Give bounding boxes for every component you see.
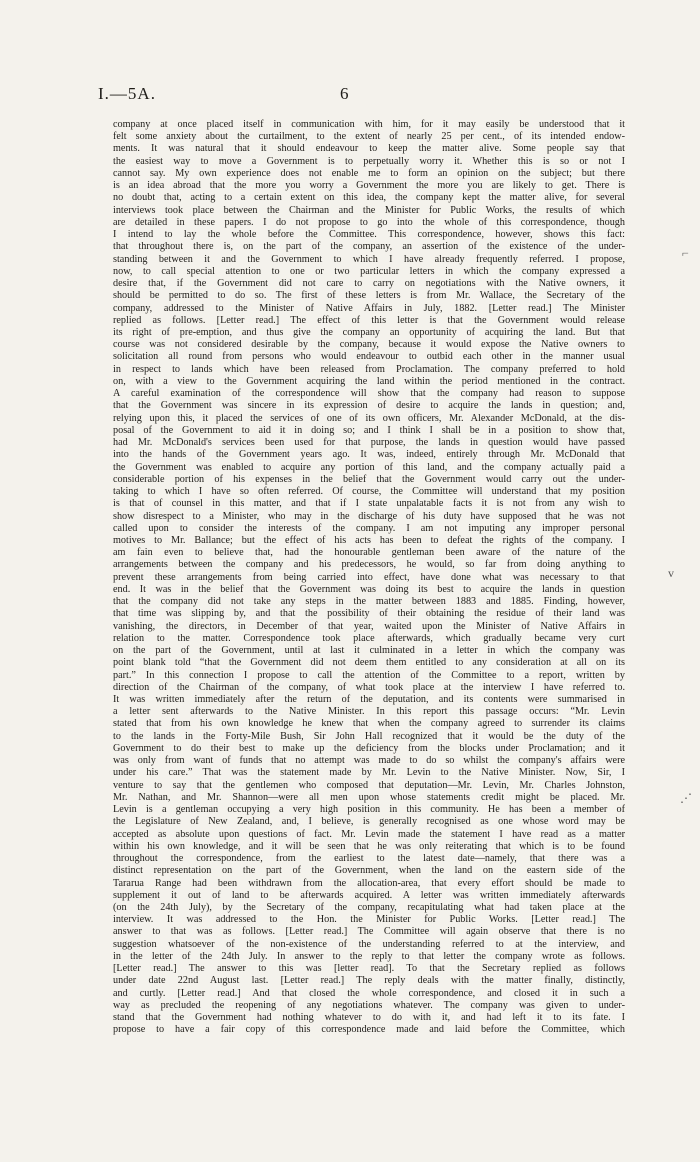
- text-line: course was not considered desirable by the company, because it would expose the Native owners to: [113, 339, 625, 351]
- text-line: throughout the correspondence, from the earliest to the latest date—namely, that there was a: [113, 853, 625, 865]
- paper-reference: I.—5A.: [98, 84, 156, 103]
- text-line: arrangements between the company and his predecessors, he would, so far from doing anything to: [113, 559, 625, 571]
- text-line: am fain even to believe that, had the honourable gentleman been aware of the nature of the: [113, 547, 625, 559]
- text-line: is that of counsel in this matter, and that if I state unpalatable facts it is not from any wish to: [113, 498, 625, 510]
- text-line: desire that, if the Government did not care to carry on negotiations with the Native owners, it: [113, 278, 625, 290]
- text-line: company, addressed to the Minister of Native Affairs in July, 1882. [Letter read.] The Minister: [113, 302, 625, 314]
- text-line: supplement it out of land to be afterwards acquired. A letter was written immediately afterwards: [113, 889, 625, 901]
- text-line: direction of the Chairman of the company, of what took place at the interview I have referred to.: [113, 681, 625, 693]
- text-line: a letter sent afterwards to the Native Minister. In this report this passage occurs: “Mr. Levin: [113, 706, 625, 718]
- text-line: in respect to lands which have been released from Proclamation. The company preferred to hold: [113, 363, 625, 375]
- text-line: that time was slipping by, and that the possibility of their obtaining the residue of their land was: [113, 608, 625, 620]
- text-line: solicitation all round from persons who would endeavour to outbid each other in the manner usual: [113, 351, 625, 363]
- text-line: is an idea abroad that the more you worry a Government the more you are likely to get. There is: [113, 180, 625, 192]
- text-line: that the Government was sincere in its expression of desire to acquire the lands in question; and,: [113, 400, 625, 412]
- text-line: was only from want of funds that no attempt was made to do so whilst the company's affairs were: [113, 755, 625, 767]
- text-line: standing between it and the Government to which I have already frequently referred. I propose,: [113, 253, 625, 265]
- text-line: venture to say that the gentlemen who composed that deputation—Mr. Levin, Mr. Charles Johnston,: [113, 779, 625, 791]
- text-line: are detailed in these papers. I do not propose to go into the whole of this correspondence, though: [113, 216, 625, 228]
- text-line: cannot say. My own experience does not enable me to form an opinion on the subject; but there: [113, 167, 625, 179]
- text-line: now, to call special attention to one or two particular letters in which the company expressed a: [113, 265, 625, 277]
- text-line: taking to which I have so often referred. Of course, the Committee will understand that my position: [113, 486, 625, 498]
- margin-mark-1: ⌐: [682, 246, 689, 260]
- text-line: that the company did not take any steps in the matter between 1883 and 1885. Finding, however,: [113, 596, 625, 608]
- text-line: motives to Mr. Ballance; but the effect of his acts has been to defeat the rights of the company. I: [113, 534, 625, 546]
- text-line: Government to do their best to make up the deficiency from the blocks under Proclamation; and it: [113, 742, 625, 754]
- text-line: company at once placed itself in communication with him, for it may easily be understood that it: [113, 119, 625, 130]
- text-line: prevent these arrangements from being carried into effect, have done what was necessary to that: [113, 571, 625, 583]
- page-header: [98, 84, 618, 108]
- text-line: and curtly. [Letter read.] And that closed the whole correspondence, and closed it in such a: [113, 987, 625, 999]
- text-line: part.” In this connection I propose to call the attention of the Committee to a report, written by: [113, 669, 625, 681]
- text-line: propose to have a fair copy of this correspondence made and laid before the Committee, which: [113, 1024, 625, 1036]
- text-line: I intend to lay the whole before the Committee. This correspondence, however, shows this fact:: [113, 229, 625, 241]
- text-line: show disrespect to a Minister, who may in the discharge of his duty have supposed that he was not: [113, 510, 625, 522]
- text-line: end. It was in the belief that the Government was doing its best to acquire the lands in question: [113, 583, 625, 595]
- text-line: stand that the Government had nothing whatever to do with it, and had left it to its fate. I: [113, 1012, 625, 1024]
- text-line: under his care.” That was the statement made by Mr. Levin to the Native Minister. Now, Sir, I: [113, 767, 625, 779]
- text-line: within his own knowledge, and it will be seen that he was only reiterating that which is to be found: [113, 840, 625, 852]
- text-line: Levin is a gentleman occupying a very high position in this community. He has been a member of: [113, 804, 625, 816]
- text-line: under date 22nd August last. [Letter read.] The reply deals with the matter finally, distinctly,: [113, 975, 625, 987]
- text-line: posal of the Government to aid it in doing so; and I think I shall be in a position to show that,: [113, 424, 625, 436]
- text-line: A careful examination of the correspondence will show that the company had reason to suppose: [113, 388, 625, 400]
- text-line: stated that from his own knowledge he knew that when the company agreed to surrender its claims: [113, 718, 625, 730]
- text-line: answer to that was as follows. [Letter read.] The Committee will again observe that there is no: [113, 926, 625, 938]
- text-line: felt some anxiety about the curtailment, to the extent of nearly 25 per cent., of its intended endow-: [113, 131, 625, 143]
- text-line: to the lands in the Forty-Mile Bush, Sir John Hall recognized that it would be the duty of the: [113, 730, 625, 742]
- text-line: suggestion whatsoever of the non-existence of the understanding referred to at the interview, and: [113, 938, 625, 950]
- text-line: the easiest way to move a Government is to perpetually worry it. Whether this is so or not I: [113, 155, 625, 167]
- body-text: [113, 119, 625, 1037]
- text-line: the Government was enabled to acquire any portion of this land, and the company actually paid a: [113, 461, 625, 473]
- text-line: interview. It was addressed to the Hon. the Minister for Public Works. [Letter read.] The: [113, 914, 625, 926]
- text-line: accepted as absolute upon questions of fact. Mr. Levin made the statement I have read as a matter: [113, 828, 625, 840]
- text-line: considerable portion of his expenses in the belief that the Government would carry out the under-: [113, 473, 625, 485]
- text-line: It was written immediately after the return of the deputation, and its contents were summarised in: [113, 694, 625, 706]
- text-line: ments. It was natural that it should endeavour to keep the matter alive. Some people say that: [113, 143, 625, 155]
- text-line: relation to the matter. Correspondence took place afterwards, which gradually became very curt: [113, 632, 625, 644]
- text-line: replied as follows. [Letter read.] The effect of this letter is that the Government would release: [113, 314, 625, 326]
- text-line: had Mr. McDonald's services been used for that purpose, the lands in question would have passed: [113, 437, 625, 449]
- text-line: called upon to consider the interests of the company. I am not imputing any improper personal: [113, 522, 625, 534]
- text-line: vanishing, the directors, in December of that year, waited upon the Minister of Native Affairs in: [113, 620, 625, 632]
- text-line: Tararua Range had been withdrawn from the allocation-area, that every effort should be made to: [113, 877, 625, 889]
- text-line: way as precluded the reopening of any negotiations whatever. The company was given to under-: [113, 999, 625, 1011]
- text-line: distinct representation on the part of the Government, when the land on the eastern side of the: [113, 865, 625, 877]
- text-line: on the part of the Government, until at last it culminated in a letter in which the company was: [113, 645, 625, 657]
- margin-mark-3: ⋰: [680, 791, 692, 805]
- text-line: should be permitted to do so. The first of these letters is from Mr. Wallace, the Secretary of the: [113, 290, 625, 302]
- text-line: relying upon this, it placed the services of one of its own officers, Mr. Alexander McDonald, at the dis-: [113, 412, 625, 424]
- text-line: on, with a view to the Government acquiring the land within the period mentioned in the contract.: [113, 375, 625, 387]
- text-line: into the hands of the Government years ago. It was, indeed, entirely through Mr. McDonald that: [113, 449, 625, 461]
- text-line: Mr. Nathan, and Mr. Shannon—were all men upon whose statements credit might be placed. Mr.: [113, 791, 625, 803]
- text-line: its right of pre-emption, and thus give the company an opportunity of acquiring the land. But that: [113, 326, 625, 338]
- text-line: the Legislature of New Zealand, and, I believe, is generally recognised as one whose word may be: [113, 816, 625, 828]
- page-number: 6: [340, 84, 349, 103]
- margin-mark-2: v: [668, 566, 674, 580]
- text-line: that throughout there is, on the part of the company, an assertion of the existence of the under-: [113, 241, 625, 253]
- text-line: (on the 24th July), by the Secretary of the company, recapitulating what had taken place at the: [113, 902, 625, 913]
- text-line: point blank told “that the Government did not deem them entitled to any consideration at all on its: [113, 657, 625, 669]
- text-line: no doubt that, acting to a certain extent on this idea, the company kept the matter alive, for several: [113, 192, 625, 204]
- text-line: interviews took place between the Chairman and the Minister for Public Works, the results of which: [113, 204, 625, 216]
- text-line: [Letter read.] The answer to this was [letter read]. To that the Secretary replied as follows: [113, 963, 625, 975]
- text-line: in the letter of the 24th July. In answer to the reply to that letter the company wrote as follows.: [113, 950, 625, 962]
